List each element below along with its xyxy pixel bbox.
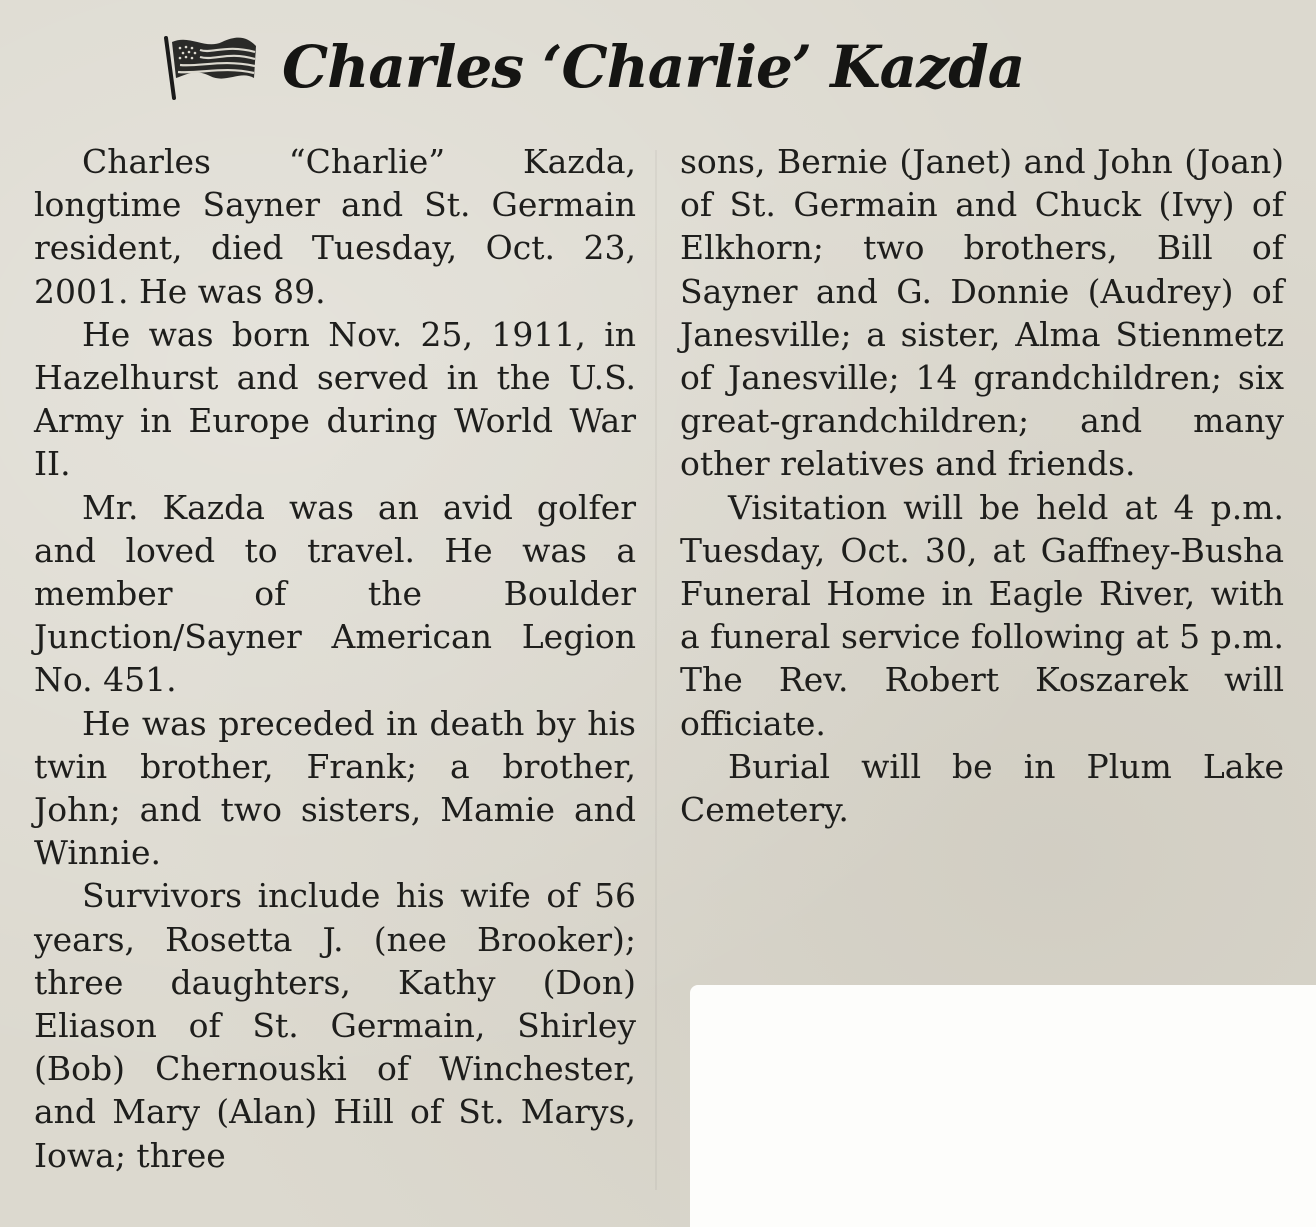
right-column — [680, 140, 1284, 831]
blank-whiteout-area — [690, 985, 1316, 1227]
paragraph-survivors-continued: sons, Bernie (Janet) and John (Joan) of St. Germain and Chuck (Ivy) of Elkhorn; two brothers, Bill of Sayner and G. Donnie (Audrey) of Janesville; a sister, Alma Stienmetz of Janesville; 14 grandchildren; six great-grandchildren; and many other relatives and friends. — [680, 142, 1284, 484]
headline — [160, 22, 1024, 112]
paragraph-birth-service: He was born Nov. 25, 1911, in Hazelhurst and served in the U.S. Army in Europe during World War II. — [34, 314, 636, 484]
american-flag-icon — [160, 32, 260, 102]
column-gutter — [655, 150, 657, 1190]
paragraph-burial: Burial will be in Plum Lake Cemetery. — [680, 746, 1284, 830]
paragraph-survivors: Survivors include his wife of 56 years, Rosetta J. (nee Brooker); three daughters, Kathy (Don) Eliason of St. Germain, Shirley (Bob) Chernouski of Winchester, and Mary (Alan) Hill of St. Marys, Iowa; three — [34, 876, 636, 1175]
paragraph-death-notice: Charles “Charlie” Kazda, longtime Sayner and St. Germain resident, died Tuesday, Oct. 23, 2001. He was 89. — [34, 142, 636, 311]
paragraph-interests: Mr. Kazda was an avid golfer and loved to travel. He was a member of the Boulder Junction/Sayner American Legion No. 451. — [34, 487, 636, 700]
paragraph-preceded: He was preceded in death by his twin brother, Frank; a brother, John; and two sisters, Mamie and Winnie. — [34, 703, 636, 873]
obituary-title: Charles ‘Charlie’ Kazda — [282, 33, 1025, 101]
left-column — [34, 140, 636, 1177]
paragraph-visitation: Visitation will be held at 4 p.m. Tuesday, Oct. 30, at Gaffney-Busha Funeral Home in Eagle River, with a funeral service following at 5 p.m. The Rev. Robert Koszarek will officiate. — [680, 487, 1284, 743]
